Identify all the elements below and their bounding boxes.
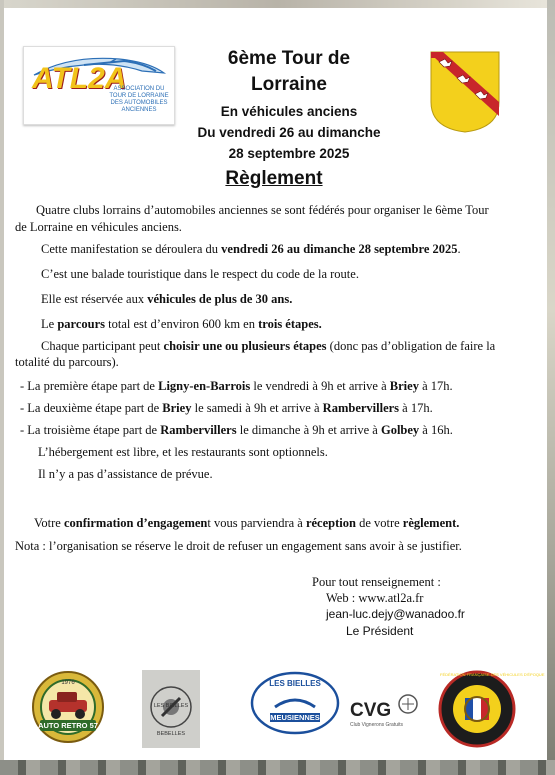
dates-line2: 28 septembre 2025 bbox=[228, 146, 350, 161]
text-run-bold: Rambervillers bbox=[322, 401, 400, 415]
text-run: . bbox=[457, 242, 461, 256]
text-run: - La première étape part de bbox=[20, 379, 159, 393]
text-run-bold: Golbey bbox=[380, 423, 420, 437]
section-title: Règlement bbox=[225, 168, 323, 189]
document-page bbox=[4, 8, 547, 760]
contact-email: jean-luc.dejy@wanadoo.fr bbox=[326, 607, 465, 621]
auto-retro-57-logo bbox=[31, 670, 105, 744]
cvg-label: CVG bbox=[350, 700, 392, 721]
text-run: à 16h. bbox=[419, 423, 453, 437]
paragraph-stages-line1 bbox=[41, 339, 495, 354]
text-run: à 17h. bbox=[418, 379, 453, 393]
bielles-meusiennes-logo bbox=[250, 671, 340, 735]
note: Nota : l’organisation se réserve le droit de refuser un engagement sans avoir à se justifier. bbox=[15, 539, 462, 553]
title-line1: 6ème Tour de bbox=[227, 48, 351, 69]
background-right-edge bbox=[547, 0, 555, 775]
paragraph-vehicles bbox=[41, 292, 292, 307]
cvg-subtitle: Club Vignerons Gratuits bbox=[350, 722, 403, 728]
stage-2 bbox=[20, 401, 433, 416]
stage-1 bbox=[20, 379, 453, 394]
ffve-emblem-icon bbox=[438, 670, 545, 748]
text-run-bold: vendredi 26 au dimanche 28 septembre 2025 bbox=[221, 242, 458, 256]
paragraph-hebergement: L’hébergement est libre, et les restaurants sont optionnels. bbox=[38, 445, 328, 459]
lorraine-coat-of-arms-icon bbox=[429, 50, 501, 134]
paragraph-dates bbox=[41, 242, 461, 257]
logo-mark: ATL2A bbox=[32, 62, 127, 95]
contact-signature: Le Président bbox=[346, 624, 414, 638]
auto-retro-label: AUTO RETRO 57 bbox=[38, 721, 98, 730]
text-run: Elle est réservée aux bbox=[41, 292, 148, 306]
contact-heading: Pour tout renseignement : bbox=[312, 575, 441, 589]
text-run: Votre bbox=[34, 516, 64, 530]
text-run: Cette manifestation se déroulera du bbox=[41, 242, 222, 256]
subtitle: En véhicules anciens bbox=[220, 104, 358, 119]
paragraph-stages-line2: totalité du parcours). bbox=[15, 355, 119, 369]
paragraph-confirmation bbox=[34, 516, 459, 531]
bielles-bebelles-label: LES BIELLES BEBELLES bbox=[153, 703, 189, 737]
text-run-bold: règlement. bbox=[402, 516, 460, 530]
text-run-bold: trois étapes. bbox=[258, 317, 322, 331]
text-run: le vendredi à 9h et arrive à bbox=[250, 379, 390, 393]
text-run: - La deuxième étape part de bbox=[20, 401, 163, 415]
background-bottom-edge bbox=[0, 760, 555, 775]
text-run: t vous parviendra à bbox=[207, 516, 306, 530]
text-run: Le bbox=[41, 317, 58, 331]
text-run-bold: réception bbox=[305, 516, 356, 530]
paragraph-route bbox=[41, 317, 322, 332]
text-run-bold: Ligny-en-Barrois bbox=[158, 379, 251, 393]
text-run-bold: parcours bbox=[57, 317, 105, 331]
text-run: le dimanche à 9h et arrive à bbox=[236, 423, 381, 437]
text-run-bold: Briey bbox=[389, 379, 419, 393]
bielles-bebelles-logo bbox=[142, 670, 200, 748]
intro-line1: Quatre clubs lorrains d’automobiles anciennes se sont fédérés pour organiser le 6ème Tour bbox=[36, 203, 489, 217]
text-run: (donc pas d’obligation de faire la bbox=[326, 339, 496, 353]
text-run-bold: confirmation d’engagemen bbox=[63, 516, 208, 530]
logo-subtitle: ASSOCIATION DU TOUR DE LORRAINE DES AUTOMOBILES ANCIENNES bbox=[109, 86, 169, 113]
text-run: à 17h. bbox=[399, 401, 433, 415]
text-run-bold: véhicules de plus de 30 ans. bbox=[147, 292, 293, 306]
bielles-meusiennes-line1: LES BIELLES bbox=[269, 679, 321, 688]
text-run: de votre bbox=[355, 516, 403, 530]
text-run: le samedi à 9h et arrive à bbox=[191, 401, 323, 415]
text-run-bold: choisir une ou plusieurs étapes bbox=[163, 339, 327, 353]
auto-retro-year: 1976 bbox=[61, 680, 75, 686]
title-line2: Lorraine bbox=[250, 74, 328, 95]
text-run-bold: Briey bbox=[162, 401, 192, 415]
dates-line1: Du vendredi 26 au dimanche bbox=[197, 125, 381, 140]
bielles-meusiennes-line2: MEUSIENNES bbox=[270, 713, 320, 722]
atl2a-logo bbox=[23, 46, 175, 125]
text-run: Chaque participant peut bbox=[41, 339, 164, 353]
ffve-logo bbox=[438, 670, 545, 748]
background-top-edge bbox=[0, 0, 555, 8]
text-run: total est d’environ 600 km en bbox=[105, 317, 259, 331]
paragraph-balade: C’est une balade touristique dans le respect du code de la route. bbox=[41, 267, 359, 281]
text-run-bold: Rambervillers bbox=[160, 423, 237, 437]
text-run: - La troisième étape part de bbox=[20, 423, 161, 437]
stage-3 bbox=[20, 423, 453, 438]
cvg-logo bbox=[350, 692, 426, 732]
contact-web: Web : www.atl2a.fr bbox=[326, 591, 424, 605]
paragraph-assistance: Il n’y a pas d’assistance de prévue. bbox=[38, 467, 213, 481]
ffve-label: FÉDÉRATION FRANÇAISE DES VÉHICULES D'ÉPOQUE bbox=[440, 672, 545, 677]
intro-line2: de Lorraine en véhicules anciens. bbox=[15, 220, 182, 234]
